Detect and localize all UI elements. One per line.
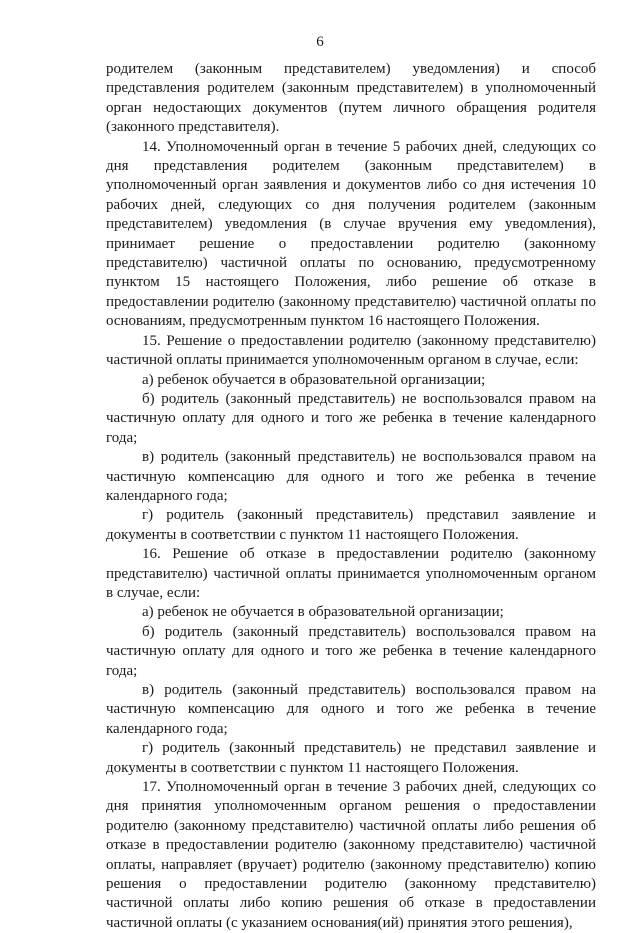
paragraph-clause-16-b: б) родитель (законный представитель) воспользовался правом на частичную оплату для одного и того же ребенка в течение календарного года; xyxy=(106,623,596,679)
paragraph-clause-14: 14. Уполномоченный орган в течение 5 рабочих дней, следующих со дня представления родителем (законным представителем) в уполномоченный орган заявления и документов либо со дня истечения 10 рабочих дней, следующих со дня получения родителем (законным представителем) уведомления (в случае вручения ему уведомления), принимает решение о предоставлении родителю (законному представителю) частичной оплаты по основанию, предусмотренному пунктом 15 настоящего Положения, либо решение об отказе в предоставлении родителю (законному представителю) частичной оплаты по основаниям, предусмотренным пунктом 16 настоящего Положения. xyxy=(106,138,596,330)
paragraph-continuation: родителем (законным представителем) уведомления) и способ представления родителем (законным представителем) в уполномоченный орган недостающих документов (путем личного обращения родителя (законного представителя). xyxy=(106,61,596,136)
paragraph-clause-16-g: г) родитель (законный представитель) не представил заявление и документы в соответствии с пунктом 11 настоящего Положения. xyxy=(106,740,596,776)
paragraph-clause-15: 15. Решение о предоставлении родителю (законному представителю) частичной оплаты принимается уполномоченным органом в случае, если: xyxy=(106,332,596,369)
paragraph-clause-15-g: г) родитель (законный представитель) представил заявление и документы в соответствии с пунктом 11 настоящего Положения. xyxy=(106,507,596,543)
paragraph-clause-16-v: в) родитель (законный представитель) воспользовался правом на частичную компенсацию для одного и того же ребенка в течение календарного года; xyxy=(106,682,596,737)
paragraph-clause-15-a: а) ребенок обучается в образовательной организации; xyxy=(142,371,486,388)
paragraph-clause-17: 17. Уполномоченный орган в течение 3 рабочих дней, следующих со дня принятия уполномоченным органом решения о предоставлении родителю (законному представителю) частичной оплаты либо решения об отказе в предоставлении родителю (законному представителю) частичной оплаты, направляет (вручает) родителю (законному представителю) копию решения о предоставлении родителю (законному представителю) частичной оплаты либо копию решения об отказе в предоставлении частичной оплаты (с указанием основания(ий) принятия этого решения), xyxy=(106,779,596,931)
paragraph-clause-15-b: б) родитель (законный представитель) не воспользовался правом на частичную оплату для одного и того же ребенка в течение календарного года; xyxy=(106,390,596,446)
paragraph-clause-16-a: а) ребенок не обучается в образовательной организации; xyxy=(142,604,504,621)
paragraph-clause-16: 16. Решение об отказе в предоставлении родителю (законному представителю) частичной оплаты принимается уполномоченным органом в случае, если: xyxy=(106,546,596,601)
paragraph-clause-15-v: в) родитель (законный представитель) не воспользовался правом на частичную компенсацию для одного и того же ребенка в течение календарного года; xyxy=(106,449,596,504)
document-body xyxy=(106,60,596,933)
page-number: 6 xyxy=(316,34,324,50)
